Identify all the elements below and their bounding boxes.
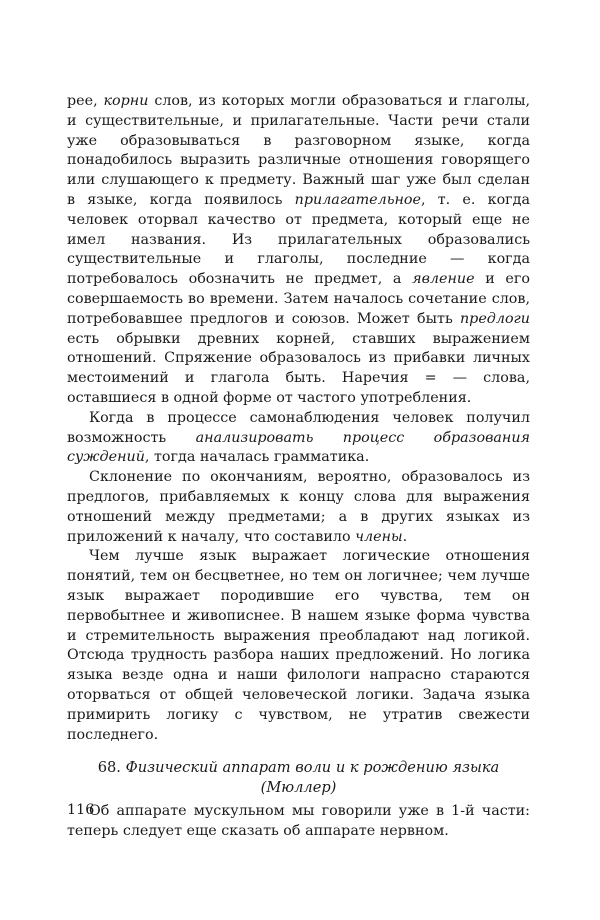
text-run: Чем лучше язык выражает логические отношения понятий, тем он бесцветнее, но тем он логичнее; чем лучше язык выражает породившие его чувства, тем он первобытнее и живописнее. В нашем языке форма чувства и стремительность выражения преобладают над логикой. Отсюда трудность разбора наших предложений. Но логика языка везде одна и наши филологи напрасно стараются оторваться от общей человеческой логики. Задача языка примирить логику с чувством, не утратив свежести последнего. — [67, 548, 530, 743]
italic-term: предлоги — [459, 310, 530, 327]
text-run: , тогда началась грамматика. — [144, 449, 370, 466]
paragraph — [67, 92, 530, 409]
text-run: Об аппарате мускульном мы говорили уже в 1-й части: теперь следует еще сказать об аппарате нервном. — [67, 803, 530, 840]
text-run: и его совершаемость во времени. Затем началось сочетание слов, потребовавшее предлогов и союзов. Может быть — [67, 271, 530, 327]
section-heading — [67, 758, 530, 798]
text-run: рее, — [67, 93, 104, 109]
text-run: есть обрывки древних корней, ставших выражением отношений. Спряжение образовалось из прибавки личных местоимений и глагола быть. Наречия = — слова, оставшиеся в одной форме от частого употребления. — [67, 330, 530, 406]
page-text — [67, 92, 530, 842]
italic-term: анализировать процесс образования суждений — [67, 429, 531, 466]
text-run: Когда в процессе самонаблюдения человек получил возможность — [67, 409, 530, 446]
page-number: 116 — [67, 802, 95, 818]
section-title: Физический аппарат воли и к рождению языка — [125, 759, 500, 777]
body-paragraphs — [67, 92, 530, 745]
paragraph — [67, 409, 530, 468]
text-run: слов, из которых могли образоваться и глаголы, и существительные, и прилагательные. Части речи стали уже образовываться в разговорном языке, когда понадобилось выразить различные отношения говорящего или слушающего к предмету. Важный шаг уже был сделан в языке, когда появилось — [67, 93, 530, 208]
italic-term: прилагательное — [294, 191, 421, 208]
paragraph — [67, 468, 530, 547]
text-run: , т. е. когда человек оторвал качество от предмета, который еще не имел названия. Из прилагательных образовались существительные и глаголы, последние — когда потребовалось обозначить не предмет, а — [67, 191, 530, 288]
section-number: 68. — [97, 759, 121, 777]
text-run: Склонение по окончаниям, вероятно, образовалось из предлогов, прибавляемых к концу слова для выражения отношений между предметами; а в других языках из приложений к началу, что составило — [67, 469, 530, 545]
final-paragraph — [67, 802, 530, 842]
italic-term: члены — [355, 528, 403, 545]
section-author: (Мюллер) — [260, 779, 337, 797]
italic-term: явление — [412, 271, 475, 288]
italic-term: корни — [103, 93, 149, 109]
text-run: . — [402, 528, 408, 545]
paragraph — [67, 547, 530, 745]
